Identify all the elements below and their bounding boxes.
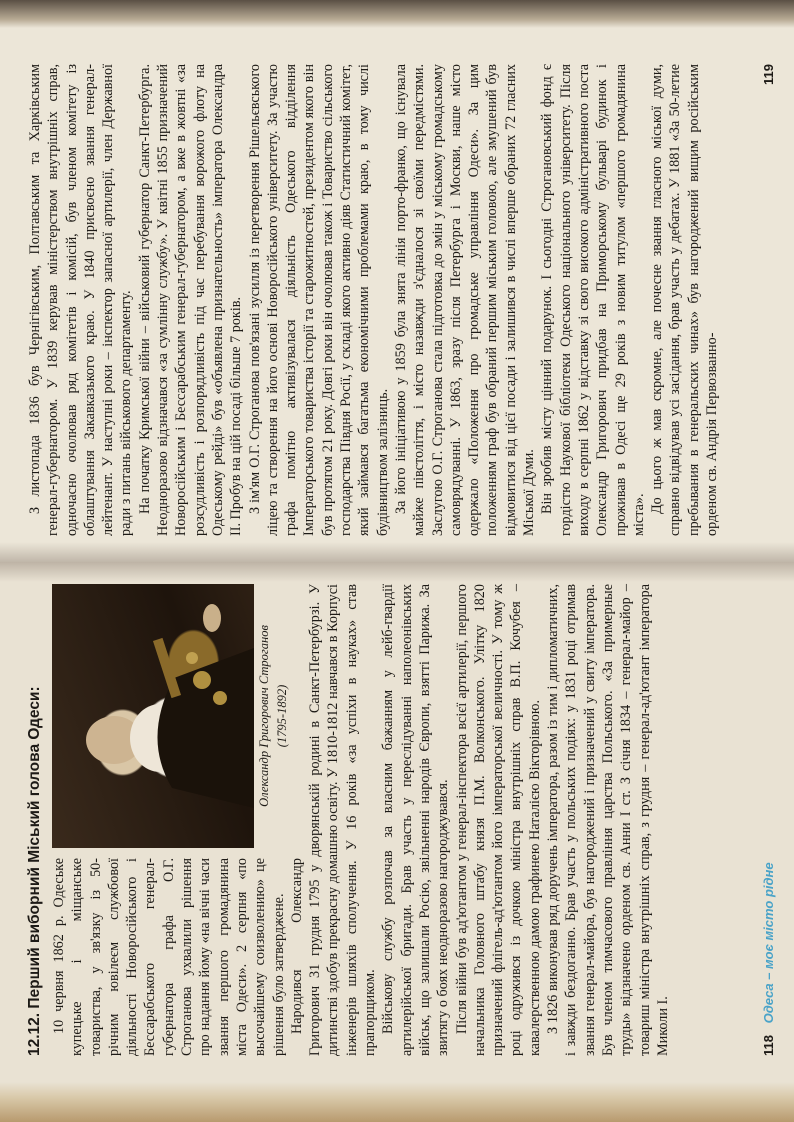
- left-page: [0, 562, 794, 1122]
- paragraph: Народився Олександр Григорович 31 грудня 1795 у дворянській родині в Санкт-Петербурзі. У дитинстві здобув прекрасну домашню освіту. У 1810-1812 навчався в Корпусі інженерів шляхів сполучення. У 16 років «за успіхи в науках» став прапорщиком.: [288, 584, 379, 1056]
- left-page-footer: [761, 862, 776, 1056]
- section-heading: 12.12. Перший виборний Міський голова Одеси:: [26, 686, 43, 1056]
- portrait-image: [52, 584, 254, 848]
- book-gutter: [0, 542, 794, 582]
- paragraph: 10 червня 1862 р. Одеське купецьке і міщанське товариства, у зв'язку із 50-річним ювілеєм службової діяльності Новоросійського і Бессарабського генерал-губернатора графа О.Г. Строганова ухвалили рішення про надання йому «на вічні часи звання першого громадянина міста Одеси». 2 серпня «по высочайшему соизволению» це рішення було затверджене.: [51, 858, 287, 1056]
- series-title: Одеса – моє місто рідне: [761, 862, 776, 1024]
- portrait-caption-years: (1795-1892): [275, 684, 289, 748]
- paragraph: На початку Кримської війни – військовий губернатор Санкт-Петербурга. Неодноразово відзначався «за сумлінну службу». У квітні 1855 призначений Новоросійським і Бессарабським генерал-губернатором, а вже в жовтні «за розсудливість і розпорядливість під час перебування ворожого флоту на Одеському рейді» був «объявлена признательность» імператора Олександра II. Пробув на цій посаді більше 7 років.: [136, 64, 245, 536]
- paragraph: Після війни був ад'ютантом у генерал-інспектора всієї артилерії, першого начальника Головного штабу князя П.М. Волконського. Улітку 1820 призначений флігель-ад'ютантом його імператорської величності. У тому ж році одружився із дочкою міністра внутрішніх справ В.П. Кочубея – кавалерственною дамою графинею Наталією Вікторівною.: [453, 584, 543, 1056]
- book-edge: [0, 0, 794, 28]
- paragraph: Він зробив місту цінний подарунок. І сьогодні Строгановський фонд є гордістю Наукової бібліотеки Одеського національного університету. Після виходу в серпні 1862 у відставку зі свого високого адміністративного поста Олександр Григорович придбав на Приморському бульварі будинок і проживав в Одесі ще 29 років з новим титулом «першого громадянина міста».: [539, 64, 647, 536]
- paragraph: До цього ж мав скромне, але почесне звання гласного міської думи, справно відвідував усі засідання, брав участь у дебатах. У 1881 «За 50-летие пребывания в генеральских чинах» був нагороджений вищим російським орденом св. Андрія Первозванно-: [649, 64, 720, 536]
- paragraph: З листопада 1836 був Чернігівським, Полтавським та Харківським генерал-губернатором. У 1839 керував міністерством внутрішніх справ, одночасно очолював ряд комітетів і комісій, був членом комітету із облаштування Закавказького краю. У 1840 присвоєно звання генерал-лейтенант. У наступні роки – інспектор запасної артилерії, член Державної ради з питань військового департаменту.: [27, 64, 135, 536]
- paragraph: З ім'ям О.Г. Строганова пов'язані зусилля із перетворення Рішельєвського ліцею та створення на його основі Новоросійського університету. За участю графа помітно активізувалася діяльність Одеського відділення Імператорського товариства історії та старожитностей, президентом якого він був протягом 21 року. Довгі роки він очолював також і Товариство сільського господарства Півдня Росії, у складі якого активно діяв Статистичний комітет, який займався багатьма економічними проблемами краю, в тому числі будівництвом залізниць.: [246, 64, 391, 536]
- right-page-footer: [761, 64, 776, 85]
- portrait-caption-name: Олександр Григорович Строганов: [257, 625, 271, 807]
- page-number: 119: [761, 64, 776, 85]
- paragraph: Військову службу розпочав за власним бажанням у лейб-гвардії артилерійської бригади. Брав участь у переслідуванні наполеонівських військ, що залишали Росію, звільненні народів Європи, взятті Парижа. За звитягу о боях неодноразово нагороджувався.: [380, 584, 452, 1056]
- portrait-figure: [52, 584, 290, 848]
- paragraph: За його ініціативою у 1859 була знята лінія порто-франко, що існувала майже півстоліття, і місто назавжди з'єдналося зі своїми передмістями. Заслугою О.Г. Строганова стала підготовка до змін у міському громадському самоврядуванні. У 1863, зразу після Петербурга і Москви, наше місто одержало «Положення про громадське управління Одеси». За цим положенням граф був обраний першим міським головою, але змушений був відмовитися від цієї посади і залишився в числі вперше обраних 72 гласних Міської Думи.: [392, 64, 538, 536]
- paragraph: З 1826 виконував ряд доручень імператора, разом із тим і дипломатичних, і завжди бездоганно. Брав участь у польських подіях: у 1831 році отримав звання генерал-майора, був нагороджений і призначений у свиту імператора. Був членом тимчасового правління царства Польського. «За примерные труды» відзначено орденом св. Анни I ст. З січня 1834 – генерал-майор – товариш міністра внутрішніх справ, з грудня – генерал-ад'ютант імператора Миколи I.: [545, 584, 671, 1056]
- page-number: 118: [761, 1035, 776, 1056]
- book-edge: [0, 1082, 794, 1122]
